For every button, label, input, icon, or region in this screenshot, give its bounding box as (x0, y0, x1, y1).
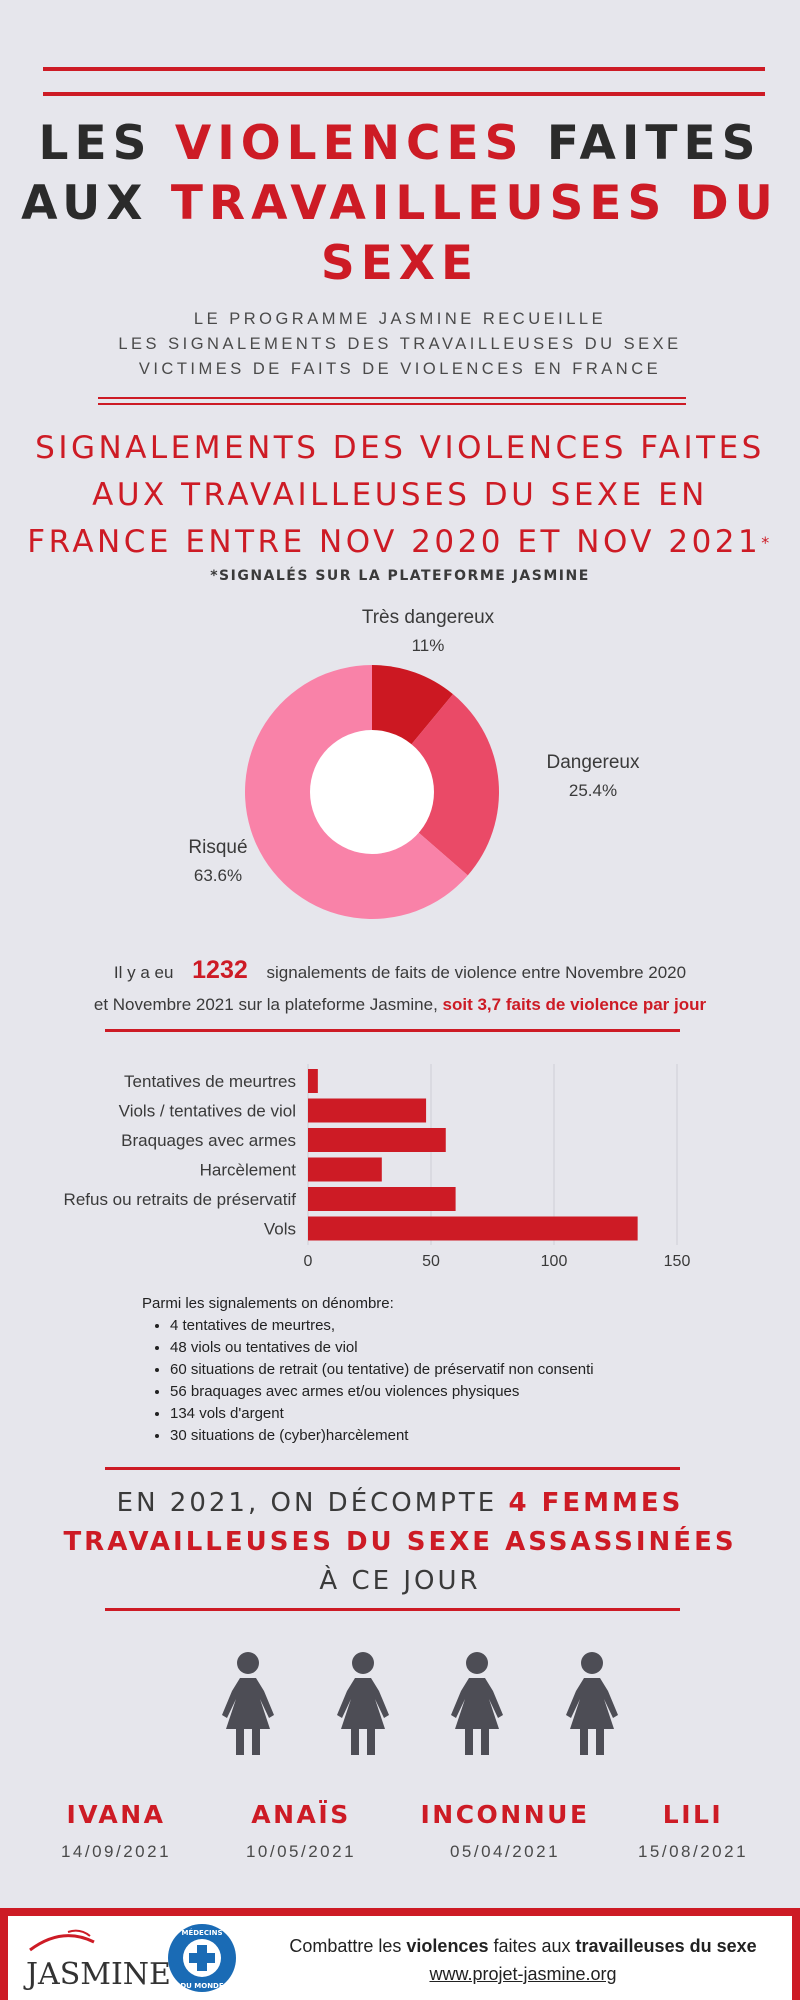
category-label: Vols (263, 1219, 296, 1239)
section-title: SIGNALEMENTS DES VIOLENCES FAITES AUX TRAVAILLEUSES DU SEXE EN FRANCE ENTRE NOV 2020 ET NOV 2021* (27, 430, 773, 560)
footer (0, 1908, 800, 2000)
mdm-text-bottom: DU MONDE (180, 1982, 224, 1990)
pie-label-very-dangerous (328, 604, 528, 660)
victim-date: 14/09/2021 (60, 1842, 172, 1861)
category-label: Tentatives de meurtres (124, 1072, 296, 1091)
woman-icon (333, 1651, 393, 1756)
stats-line-2: et Novembre 2021 sur la plateforme Jasmine, soit 3,7 faits de violence par jour (93, 995, 707, 1014)
jasmine-logo (22, 1920, 171, 1996)
list-item: • 134 vols d'argent (170, 1403, 702, 1425)
bar (308, 1128, 446, 1152)
footer-url-link[interactable]: www.projet-jasmine.org (429, 1964, 617, 1984)
violence-list (142, 1293, 702, 1447)
pie-value-dangerous: 25.4% (568, 781, 618, 800)
pie-category-risky: Risqué (188, 837, 248, 858)
medecins-du-monde-logo (164, 1920, 240, 1996)
stats-rule (105, 1029, 680, 1032)
pie-value-very-dangerous: 11% (411, 636, 445, 655)
mdm-text-top: MÉDECINS (181, 1929, 223, 1937)
pie-label-risky (168, 834, 268, 890)
jasmine-logo-text: JASMINE (26, 1957, 171, 1992)
list-items (142, 1315, 702, 1447)
title-line-1: LES VIOLENCES FAITES (38, 116, 762, 171)
bar (308, 1158, 382, 1182)
title-line-3: SEXE (320, 236, 480, 291)
victim-name: LILI (662, 1800, 724, 1829)
woman-icon (562, 1651, 622, 1756)
bar (308, 1099, 426, 1123)
victim-date: 15/08/2021 (637, 1842, 749, 1861)
victim-date: 10/05/2021 (245, 1842, 357, 1861)
pie-category-dangerous: Dangereux (546, 752, 640, 773)
victims-heading: EN 2021, ON DÉCOMPTE 4 FEMMES TRAVAILLEUSES DU SEXE ASSASSINÉES À CE JOUR (63, 1488, 737, 1596)
list-intro: Parmi les signalements on dénombre: (142, 1295, 394, 1312)
woman-icon (218, 1651, 278, 1756)
stats-paragraph (0, 954, 800, 1021)
category-label: Viols / tentatives de viol (118, 1101, 296, 1121)
main-title (0, 114, 800, 294)
bar (308, 1217, 638, 1241)
bar (308, 1069, 318, 1093)
signalement-count: 1232 (192, 956, 248, 984)
pie-category-very-dangerous: Très dangereux (361, 607, 495, 628)
bar (308, 1187, 456, 1211)
category-label: Harcèlement (199, 1160, 296, 1180)
victim-name: ANAÏS (251, 1800, 351, 1829)
x-tick-label: 50 (422, 1253, 440, 1270)
intro-rule-2 (98, 403, 686, 405)
list-item: • 48 viols ou tentatives de viol (170, 1337, 702, 1359)
x-tick-label: 100 (540, 1253, 568, 1270)
category-label: Braquages avec armes (121, 1131, 296, 1150)
source-note: *SIGNALÉS SUR LA PLATEFORME JASMINE (210, 568, 590, 584)
victims-rule-bottom (105, 1608, 680, 1611)
x-tick-label: 150 (663, 1253, 691, 1270)
list-item: • 60 situations de retrait (ou tentative) de préservatif non consenti (170, 1359, 702, 1381)
intro-rule-1 (98, 397, 686, 399)
list-item: • 4 tentatives de meurtres, (170, 1315, 702, 1337)
top-rule-2 (43, 92, 765, 96)
pie-label-dangerous (518, 749, 668, 805)
footer-slogan: Combattre les violences faites aux travailleuses du sexe (289, 1936, 757, 1956)
top-rule-1 (43, 67, 765, 71)
pie-value-risky: 63.6% (193, 866, 243, 885)
list-item: • 30 situations de (cyber)harcèlement (170, 1425, 702, 1447)
victims-rule-top (105, 1467, 680, 1470)
title-line-2: AUX TRAVAILLEUSES DU (21, 176, 779, 231)
category-label: Refus ou retraits de préservatif (63, 1190, 296, 1209)
victim-date: 05/04/2021 (449, 1842, 561, 1861)
footer-panel (8, 1916, 792, 2000)
woman-icon (447, 1651, 507, 1756)
stats-line-1: Il y a eu 1232 signalements de faits de violence entre Novembre 2020 (113, 956, 687, 984)
victim-name: IVANA (66, 1800, 166, 1829)
victim-name: INCONNUE (420, 1800, 590, 1829)
donut-hole (310, 730, 434, 854)
x-tick-label: 0 (303, 1253, 313, 1270)
list-item: • 56 braquages avec armes et/ou violences physiques (170, 1381, 702, 1403)
bar-chart (0, 1060, 800, 1280)
intro-text: LE PROGRAMME JASMINE RECUEILLE LES SIGNALEMENTS DES TRAVAILLEUSES DU SEXE VICTIMES DE FAITS DE VIOLENCES EN FRANCE (118, 310, 682, 378)
